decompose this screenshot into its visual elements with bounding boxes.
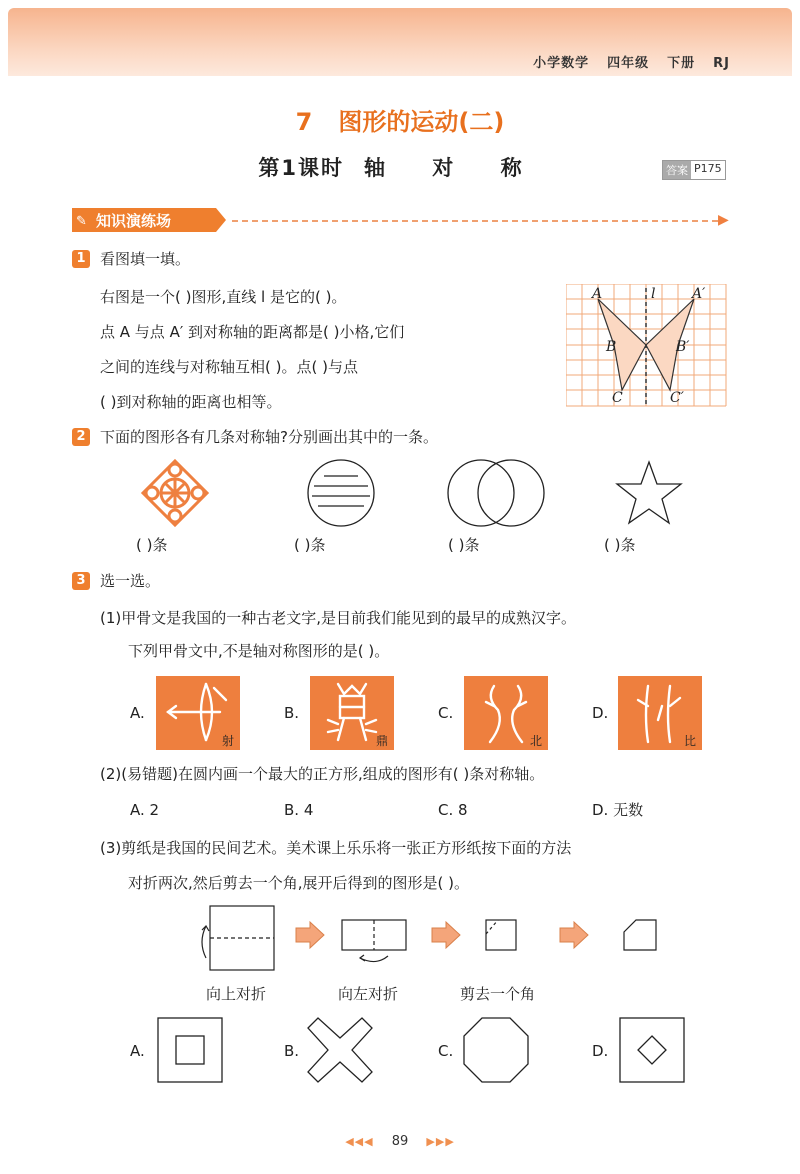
question-1-line-4: ( )到对称轴的距离也相等。 — [100, 393, 282, 411]
step-label-cut-corner: 剪去一个角 — [460, 985, 536, 1003]
q3-part3-option-b-letter[interactable]: B. — [284, 1042, 300, 1060]
folding-steps-diagram — [196, 900, 676, 978]
option-b-cross-shape[interactable] — [306, 1016, 376, 1086]
option-b-letter[interactable]: B. — [284, 704, 300, 722]
arrow-right-icon: ▶ — [718, 212, 729, 228]
option-d-square-with-diamond[interactable] — [618, 1016, 688, 1086]
arrow-right-icon — [296, 922, 324, 948]
q3-part2-option-a[interactable]: A. 2 — [130, 801, 160, 819]
q2-blank-3[interactable]: ( )条 — [448, 536, 480, 554]
page-next-icon: ▶▶▶ — [426, 1135, 455, 1148]
oracle-bi-image[interactable] — [618, 676, 702, 750]
option-d-char: 比 — [684, 734, 697, 748]
book-info — [515, 52, 730, 71]
question-1-line-1: 右图是一个( )图形,直线 l 是它的( )。 — [100, 288, 347, 306]
option-a-square-frame[interactable] — [156, 1016, 226, 1086]
q2-blank-4[interactable]: ( )条 — [604, 536, 636, 554]
unit-number: 7 — [295, 108, 313, 136]
section-banner-label: 知识演练场 — [96, 212, 172, 230]
option-c-char: 北 — [530, 734, 543, 748]
option-a-char: 射 — [222, 734, 235, 748]
q3-part3-option-d-letter[interactable]: D. — [592, 1042, 609, 1060]
page-prev-icon: ◀◀◀ — [345, 1135, 374, 1148]
label-A-prime: A′ — [692, 286, 706, 302]
answer-reference[interactable] — [662, 160, 726, 180]
edition: RJ — [713, 56, 730, 71]
question-2-title: 下面的图形各有几条对称轴?分别画出其中的一条。 — [100, 428, 438, 446]
option-a-letter[interactable]: A. — [130, 704, 145, 722]
label-A: A — [592, 286, 603, 302]
circle-with-lines — [306, 458, 376, 528]
answer-page: P175 — [694, 162, 722, 175]
q3-part3-line-2: 对折两次,然后剪去一个角,展开后得到的图形是( )。 — [128, 874, 470, 892]
five-point-star — [614, 460, 684, 526]
question-number-3: 3 — [72, 572, 90, 590]
grade: 四年级 — [607, 56, 650, 71]
q3-part3-option-c-letter[interactable]: C. — [438, 1042, 454, 1060]
arrow-right-icon — [560, 922, 588, 948]
lesson-topic: 轴 对 称 — [364, 156, 542, 180]
oracle-ding-image[interactable] — [310, 676, 394, 750]
oracle-bei-image[interactable] — [464, 676, 548, 750]
paper-cut-ornament — [140, 458, 210, 528]
step-label-fold-up: 向上对折 — [206, 985, 267, 1003]
label-C-prime: C′ — [670, 390, 684, 406]
question-number-2: 2 — [72, 428, 90, 446]
label-C: C — [612, 390, 623, 406]
overlapping-circles — [446, 458, 546, 528]
q3-part1-line-1: (1)甲骨文是我国的一种古老文字,是目前我们能见到的最早的成熟汉字。 — [100, 609, 577, 627]
step-label-fold-left: 向左对折 — [338, 985, 399, 1003]
option-b-char: 鼎 — [376, 734, 389, 748]
label-B: B — [606, 339, 617, 355]
page-number: 89 — [391, 1134, 409, 1149]
q3-part3-line-1: (3)剪纸是我国的民间艺术。美术课上乐乐将一张正方形纸按下面的方法 — [100, 839, 572, 857]
q2-blank-2[interactable]: ( )条 — [294, 536, 326, 554]
pencil-icon: ✎ — [76, 214, 87, 229]
unit-name: 图形的运动(二) — [338, 108, 505, 136]
option-c-letter[interactable]: C. — [438, 704, 454, 722]
option-d-letter[interactable]: D. — [592, 704, 609, 722]
q3-part1-line-2: 下列甲骨文中,不是轴对称图形的是( )。 — [128, 642, 390, 660]
unit-title — [0, 102, 800, 137]
label-B-prime: B′ — [676, 339, 690, 355]
arrow-right-icon — [432, 922, 460, 948]
subject: 小学数学 — [533, 56, 590, 71]
volume: 下册 — [667, 56, 696, 71]
question-1-title: 看图填一填。 — [100, 250, 191, 268]
q3-part2-line: (2)(易错题)在圆内画一个最大的正方形,组成的图形有( )条对称轴。 — [100, 765, 545, 783]
question-3-title: 选一选。 — [100, 572, 161, 590]
section-divider — [232, 220, 718, 222]
q2-blank-1[interactable]: ( )条 — [136, 536, 168, 554]
answer-label: 答案 — [663, 161, 691, 179]
q3-part2-option-d[interactable]: D. 无数 — [592, 801, 644, 819]
q3-part2-option-c[interactable]: C. 8 — [438, 801, 468, 819]
page-footer — [0, 1134, 800, 1149]
symmetry-grid-figure — [566, 284, 730, 408]
q3-part3-option-a-letter[interactable]: A. — [130, 1042, 145, 1060]
question-number-1: 1 — [72, 250, 90, 268]
question-1-line-2: 点 A 与点 A′ 到对称轴的距离都是( )小格,它们 — [100, 323, 405, 341]
q3-part2-option-b[interactable]: B. 4 — [284, 801, 314, 819]
oracle-she-image[interactable] — [156, 676, 240, 750]
question-1-line-3: 之间的连线与对称轴互相( )。点( )与点 — [100, 358, 358, 376]
lesson-period: 第1课时 — [258, 156, 344, 180]
option-c-octagon[interactable] — [462, 1016, 532, 1086]
label-l: l — [651, 286, 656, 302]
